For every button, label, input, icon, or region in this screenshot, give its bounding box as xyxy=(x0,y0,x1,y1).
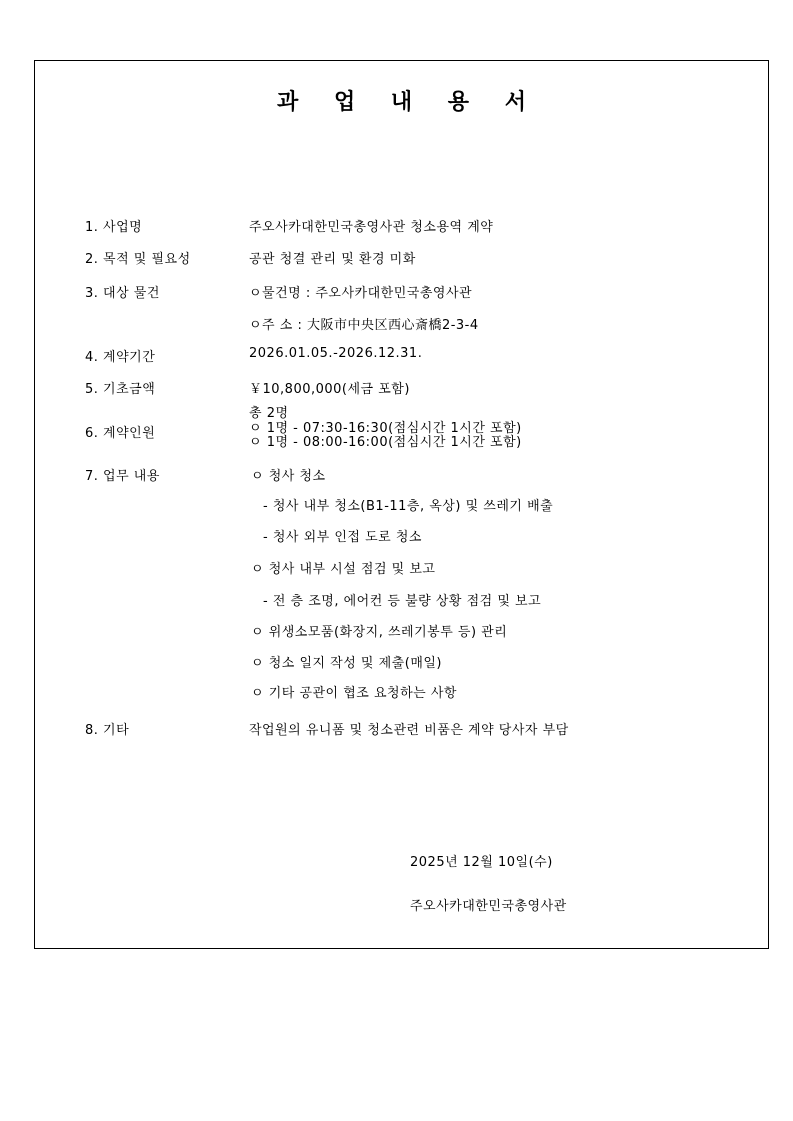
item-value-etc: 작업원의 유니폼 및 청소관련 비품은 계약 당사자 부담 xyxy=(249,723,569,738)
item-label-purpose: 2. 목적 및 필요성 xyxy=(85,252,191,267)
item-value-staff-shift-1: ㅇ 1명 - 07:30-16:30(점심시간 1시간 포함) xyxy=(249,421,522,436)
item-label-period: 4. 계약기간 xyxy=(85,350,156,365)
work-line-3: - 청사 외부 인접 도로 청소 xyxy=(263,530,422,545)
work-line-6: ㅇ 위생소모품(화장지, 쓰레기봉투 등) 관리 xyxy=(251,625,508,640)
item-value-staff-shift-2: ㅇ 1명 - 08:00-16:00(점심시간 1시간 포함) xyxy=(249,435,522,450)
item-value-staff-total: 총 2명 xyxy=(249,406,289,421)
work-line-4: ㅇ 청사 내부 시설 점검 및 보고 xyxy=(251,562,436,577)
work-line-7: ㅇ 청소 일지 작성 및 제출(매일) xyxy=(251,656,443,671)
work-line-5: - 전 층 조명, 에어컨 등 불량 상황 점검 및 보고 xyxy=(263,594,542,609)
footer-org: 주오사카대한민국총영사관 xyxy=(410,899,567,914)
work-line-8: ㅇ 기타 공관이 협조 요청하는 사항 xyxy=(251,686,457,701)
item-label-staff: 6. 계약인원 xyxy=(85,426,156,441)
item-label-base-amount: 5. 기초금액 xyxy=(85,382,156,397)
item-label-work: 7. 업무 내용 xyxy=(85,469,160,484)
work-line-1: ㅇ 청사 청소 xyxy=(251,469,326,484)
item-value-period: 2026.01.05.-2026.12.31. xyxy=(249,346,423,361)
item-label-project-name: 1. 사업명 xyxy=(85,220,143,235)
item-label-etc: 8. 기타 xyxy=(85,723,130,738)
footer-date: 2025년 12월 10일(수) xyxy=(410,855,553,870)
item-value-base-amount: ￥10,800,000(세금 포함) xyxy=(249,382,410,397)
item-value-target-address: ㅇ주 소 : 大阪市中央区西心斎橋2-3-4 xyxy=(249,318,479,333)
item-value-project-name: 주오사카대한민국총영사관 청소용역 계약 xyxy=(249,220,494,235)
document-title: 과 업 내 용 서 xyxy=(277,90,540,115)
item-value-target-name: ㅇ물건명 : 주오사카대한민국총영사관 xyxy=(249,286,473,301)
document-frame xyxy=(34,60,769,949)
item-value-purpose: 공관 청결 관리 및 환경 미화 xyxy=(249,252,416,267)
item-label-target: 3. 대상 물건 xyxy=(85,286,160,301)
work-line-2: - 청사 내부 청소(B1-11층, 옥상) 및 쓰레기 배출 xyxy=(263,499,554,514)
